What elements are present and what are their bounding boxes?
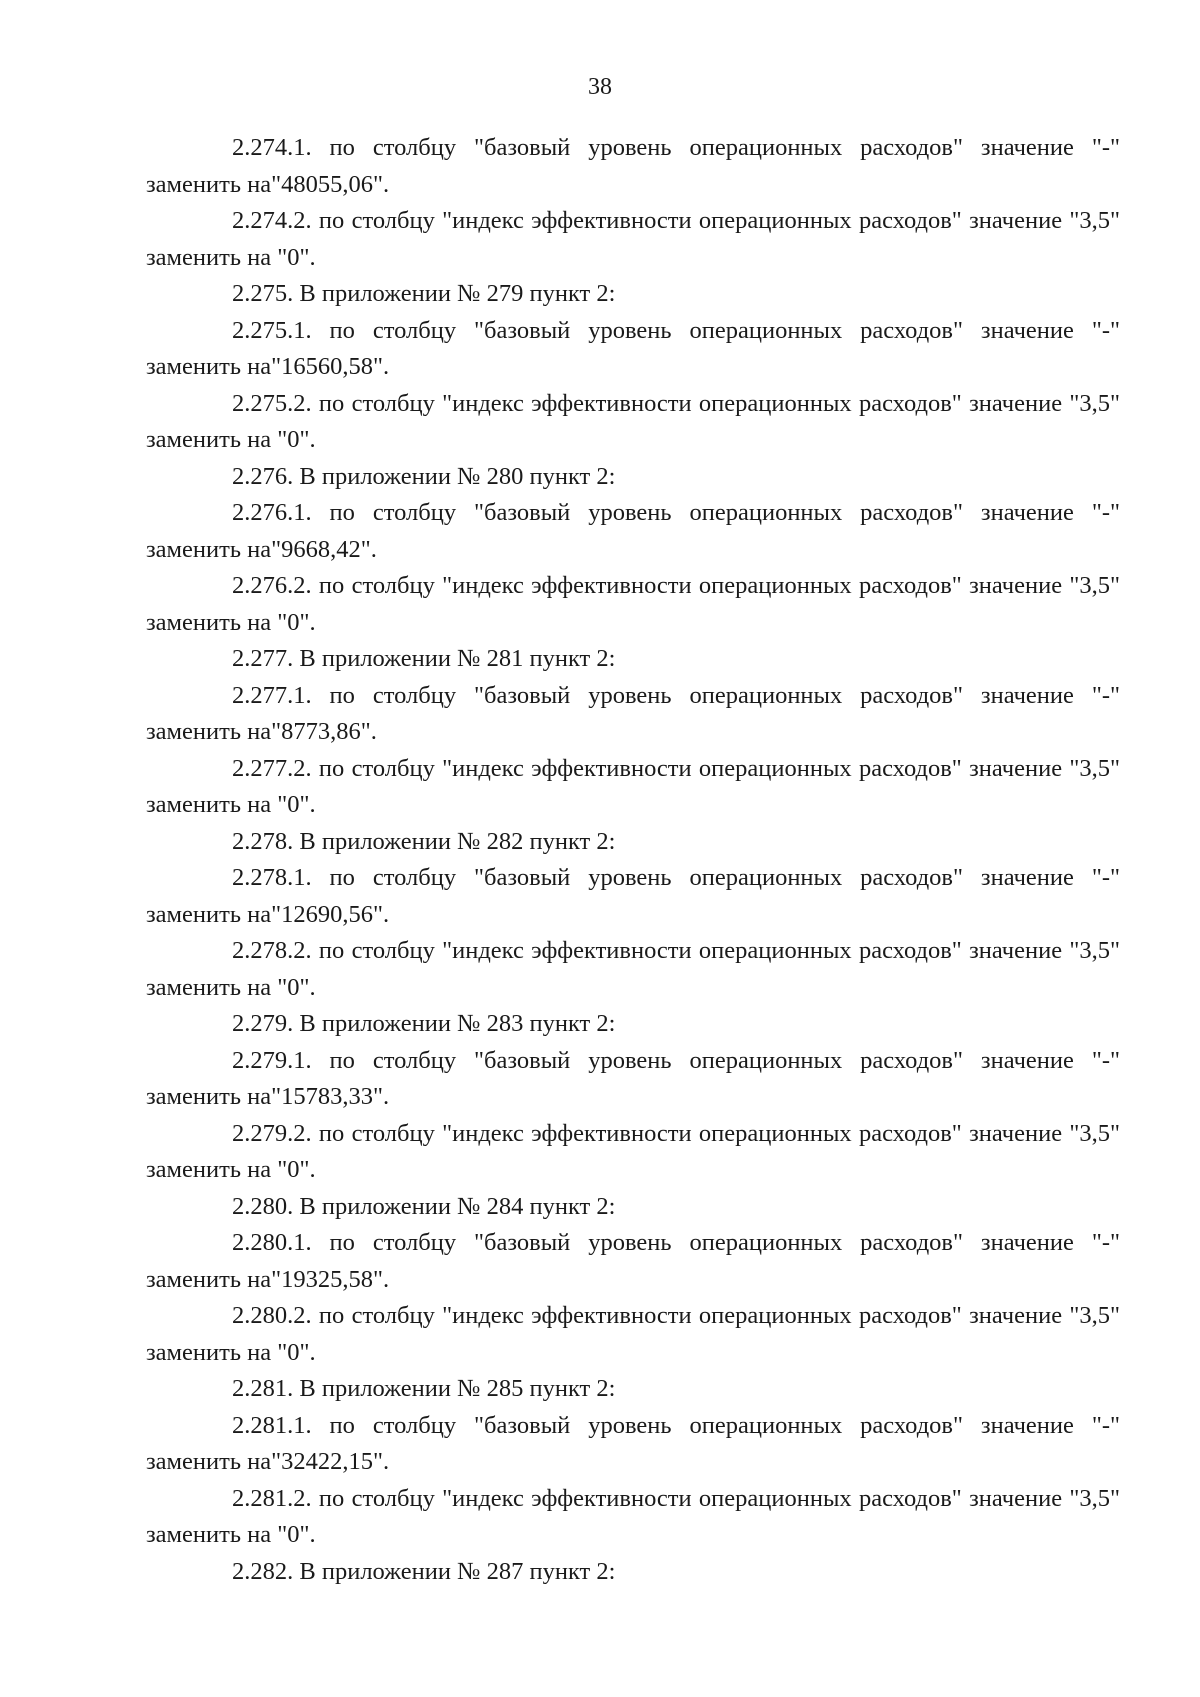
paragraph: 2.282. В приложении № 287 пункт 2: <box>232 1557 616 1585</box>
paragraph: 2.276.2. по столбцу "индекс эффективности операционных расходов" значение "3,5" заменить на "0". <box>146 572 1120 636</box>
paragraph: 2.280.1. по столбцу "базовый уровень операционных расходов" значение "-" заменить на"19325,58". <box>146 1229 1120 1293</box>
paragraph: 2.276.1. по столбцу "базовый уровень операционных расходов" значение "-" заменить на"9668,42". <box>146 499 1120 563</box>
paragraph: 2.280. В приложении № 284 пункт 2: <box>232 1192 616 1220</box>
paragraph: 2.275. В приложении № 279 пункт 2: <box>232 280 616 307</box>
paragraph: 2.276. В приложении № 280 пункт 2: <box>232 462 616 490</box>
paragraph: 2.277.1. по столбцу "базовый уровень операционных расходов" значение "-" заменить на"8773,86". <box>146 681 1120 745</box>
paragraph: 2.278. В приложении № 282 пункт 2: <box>232 827 616 855</box>
paragraph: 2.278.2. по столбцу "индекс эффективности операционных расходов" значение "3,5" заменить на "0". <box>146 937 1120 1001</box>
paragraph: 2.277. В приложении № 281 пункт 2: <box>232 645 616 672</box>
paragraph: 2.281. В приложении № 285 пункт 2: <box>232 1375 616 1402</box>
page-number: 38 <box>588 74 612 100</box>
paragraph: 2.277.2. по столбцу "индекс эффективности операционных расходов" значение "3,5" заменить на "0". <box>146 754 1120 818</box>
paragraph: 2.274.1. по столбцу "базовый уровень операционных расходов" значение "-" заменить на"48055,06". <box>146 134 1120 198</box>
paragraph: 2.281.1. по столбцу "базовый уровень операционных расходов" значение "-" заменить на"32422,15". <box>146 1411 1120 1475</box>
paragraph: 2.280.2. по столбцу "индекс эффективности операционных расходов" значение "3,5" заменить на "0". <box>146 1302 1120 1366</box>
paragraph: 2.281.2. по столбцу "индекс эффективности операционных расходов" значение "3,5" заменить на "0". <box>146 1484 1120 1548</box>
paragraph: 2.279.1. по столбцу "базовый уровень операционных расходов" значение "-" заменить на"15783,33". <box>146 1046 1120 1110</box>
paragraph: 2.275.1. по столбцу "базовый уровень операционных расходов" значение "-" заменить на"16560,58". <box>146 316 1120 380</box>
paragraph: 2.279. В приложении № 283 пункт 2: <box>232 1010 616 1037</box>
paragraph: 2.274.2. по столбцу "индекс эффективности операционных расходов" значение "3,5" заменить на "0". <box>146 207 1120 271</box>
paragraph: 2.275.2. по столбцу "индекс эффективности операционных расходов" значение "3,5" заменить на "0". <box>146 389 1120 453</box>
paragraph: 2.279.2. по столбцу "индекс эффективности операционных расходов" значение "3,5" заменить на "0". <box>146 1119 1120 1183</box>
paragraph: 2.278.1. по столбцу "базовый уровень операционных расходов" значение "-" заменить на"12690,56". <box>146 864 1120 928</box>
document-body <box>146 130 1120 1590</box>
